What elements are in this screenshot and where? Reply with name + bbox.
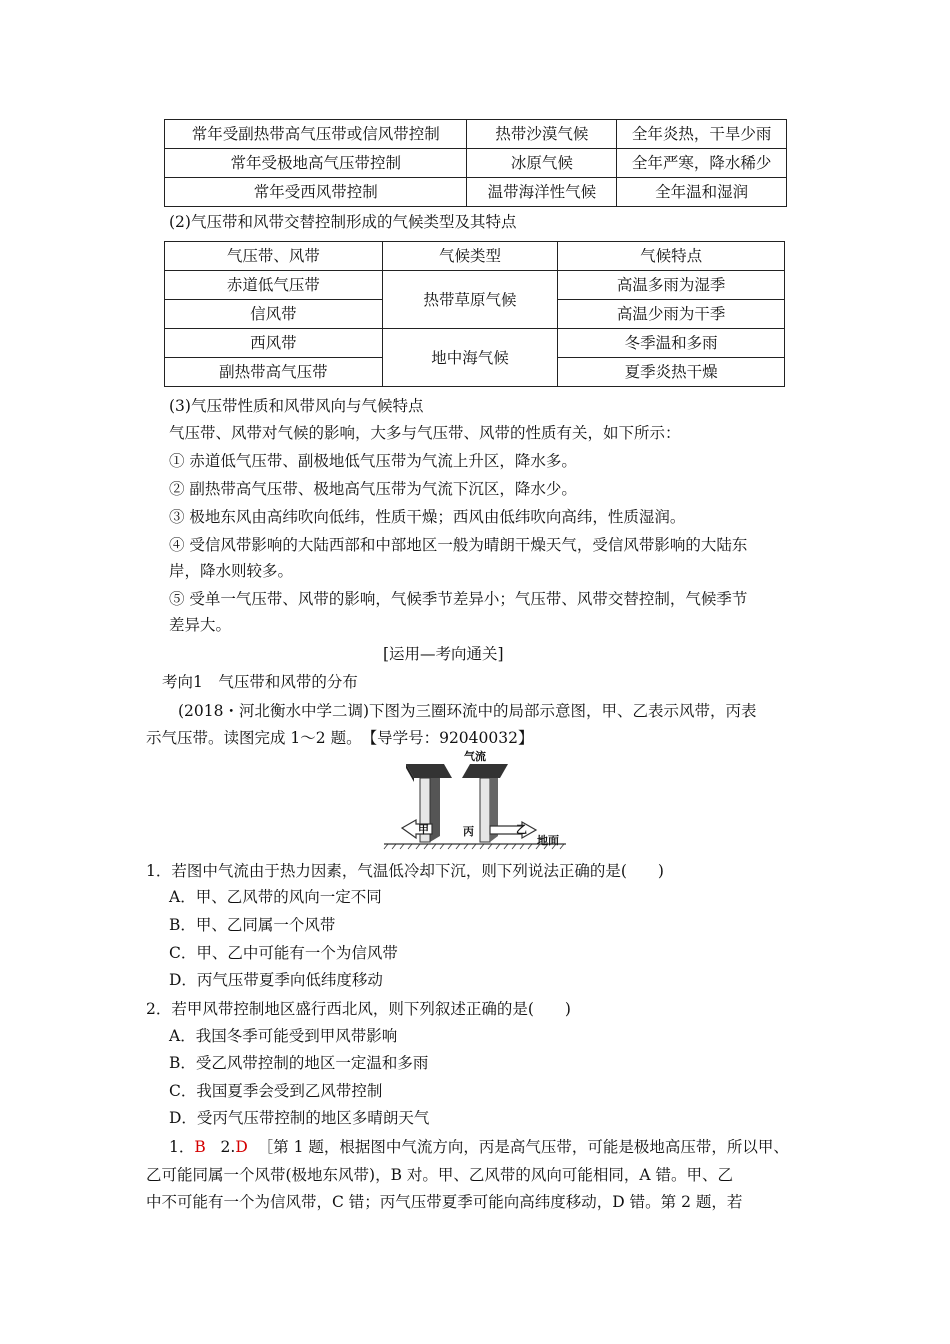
table-cell: 全年炎热，干旱少雨: [617, 120, 787, 149]
table-cell: 冰原气候: [467, 149, 617, 178]
table-cell: 高温多雨为湿季: [558, 271, 785, 300]
label-yi: 乙: [516, 823, 527, 836]
kaoxiang-heading: 考向1 气压带和风带的分布: [162, 673, 358, 691]
point-1: ① 赤道低气压带、副极地低气压带为气流上升区，降水多。: [169, 452, 577, 470]
question-1-option-c: C．甲、乙中可能有一个为信风带: [169, 944, 398, 962]
climate-table-single-control: [164, 119, 787, 207]
table-cell: 温带海洋性气候: [467, 178, 617, 207]
question-2-stem: 2．若甲风带控制地区盛行西北风，则下列叙述正确的是( ): [146, 1000, 571, 1018]
answer-2-number: 2.: [220, 1138, 236, 1156]
table-cell: 夏季炎热干燥: [558, 358, 785, 387]
table-cell: 西风带: [165, 329, 383, 358]
table-row: [165, 271, 785, 300]
table-cell: 热带草原气候: [382, 271, 558, 329]
question-2-option-b: B．受乙风带控制的地区一定温和多雨: [169, 1054, 429, 1072]
right-column-front: [480, 778, 490, 842]
table-cell: 赤道低气压带: [165, 271, 383, 300]
label-jia: 甲: [418, 823, 429, 836]
section-heading-2: (2)气压带和风带交替控制形成的气候类型及其特点: [169, 213, 517, 231]
table-cell: 全年严寒，降水稀少: [617, 149, 787, 178]
table-cell: 热带沙漠气候: [467, 120, 617, 149]
climate-table-alternating-control: [164, 241, 785, 387]
question-1-option-b: B．甲、乙同属一个风带: [169, 916, 336, 934]
point-5: ⑤ 受单一气压带、风带的影响，气候季节差异小；气压带、风带交替控制，气候季节: [169, 590, 748, 608]
table-cell: 地中海气候: [382, 329, 558, 387]
answer-2-choice: D: [235, 1138, 248, 1156]
section-heading-3: (3)气压带性质和风带风向与气候特点: [169, 397, 424, 415]
answer-line-3: 中不可能有一个为信风带，C 错；丙气压带夏季可能向高纬度移动，D 错。第 2 题，若: [146, 1193, 743, 1211]
column-header: 气压带、风带: [165, 242, 383, 271]
question-1-stem: 1．若图中气流由于热力因素，气温低冷却下沉，则下列说法正确的是( ): [146, 862, 664, 880]
apply-section-title: [运用—考向通关]: [383, 645, 504, 663]
point-4: ④ 受信风带影响的大陆西部和中部地区一般为晴朗干燥天气，受信风带影响的大陆东: [169, 536, 748, 554]
point-4-cont: 岸，降水则较多。: [169, 562, 294, 580]
point-5-cont: 差异大。: [169, 616, 232, 634]
left-upper-band: [406, 764, 452, 778]
question-intro: (2018・河北衡水中学二调)下图为三圈环流中的局部示意图，甲、乙表示风带，丙表: [178, 702, 757, 720]
question-intro-cont: 示气压带。读图完成 1～2 题。 【导学号：92040032】: [146, 729, 534, 747]
table-row: [165, 149, 787, 178]
column-header: 气候类型: [382, 242, 558, 271]
label-bing: 丙: [463, 825, 474, 838]
intro-paragraph: 气压带、风带对气候的影响，大多与气压带、风带的性质有关，如下所示：: [169, 424, 681, 442]
table-cell: 冬季温和多雨: [558, 329, 785, 358]
answer-1-number: 1．: [169, 1138, 195, 1156]
table-header-row: [165, 242, 785, 271]
right-upper-band: [462, 764, 508, 778]
column-header: 气候特点: [558, 242, 785, 271]
answer-1-choice: B: [194, 1138, 206, 1156]
table-cell: 副热带高气压带: [165, 358, 383, 387]
answer-line-1: [169, 1135, 789, 1159]
question-1-option-d: D．丙气压带夏季向低纬度移动: [169, 971, 383, 989]
table-cell: 常年受副热带高气压带或信风带控制: [165, 120, 467, 149]
table-cell: 高温少雨为干季: [558, 300, 785, 329]
circulation-diagram: [380, 752, 570, 852]
point-3: ③ 极地东风由高纬吹向低纬，性质干燥；西风由低纬吹向高纬，性质湿润。: [169, 508, 686, 526]
table-cell: 全年温和湿润: [617, 178, 787, 207]
question-2-option-c: C．我国夏季会受到乙风带控制: [169, 1082, 383, 1100]
table-cell: 常年受西风带控制: [165, 178, 467, 207]
label-ground: 地面: [537, 834, 559, 847]
table-row: [165, 329, 785, 358]
answer-line-2: 乙可能同属一个风带(极地东风带)，B 对。甲、乙风带的风向可能相同，A 错。甲、乙: [146, 1166, 734, 1184]
question-2-option-a: A．我国冬季可能受到甲风带影响: [169, 1027, 398, 1045]
table-cell: 常年受极地高气压带控制: [165, 149, 467, 178]
question-1-option-a: A．甲、乙风带的风向一定不同: [169, 888, 382, 906]
table-row: [165, 178, 787, 207]
point-2: ② 副热带高气压带、极地高气压带为气流下沉区，降水少。: [169, 480, 577, 498]
table-row: [165, 120, 787, 149]
table-cell: 信风带: [165, 300, 383, 329]
question-2-option-d: D．受丙气压带控制的地区多晴朗天气: [169, 1109, 430, 1127]
label-airflow: 气流: [464, 750, 486, 763]
answer-explanation-start: ［第 1 题，根据图中气流方向，丙是高气压带，可能是极地高压带，所以甲、: [257, 1138, 789, 1156]
